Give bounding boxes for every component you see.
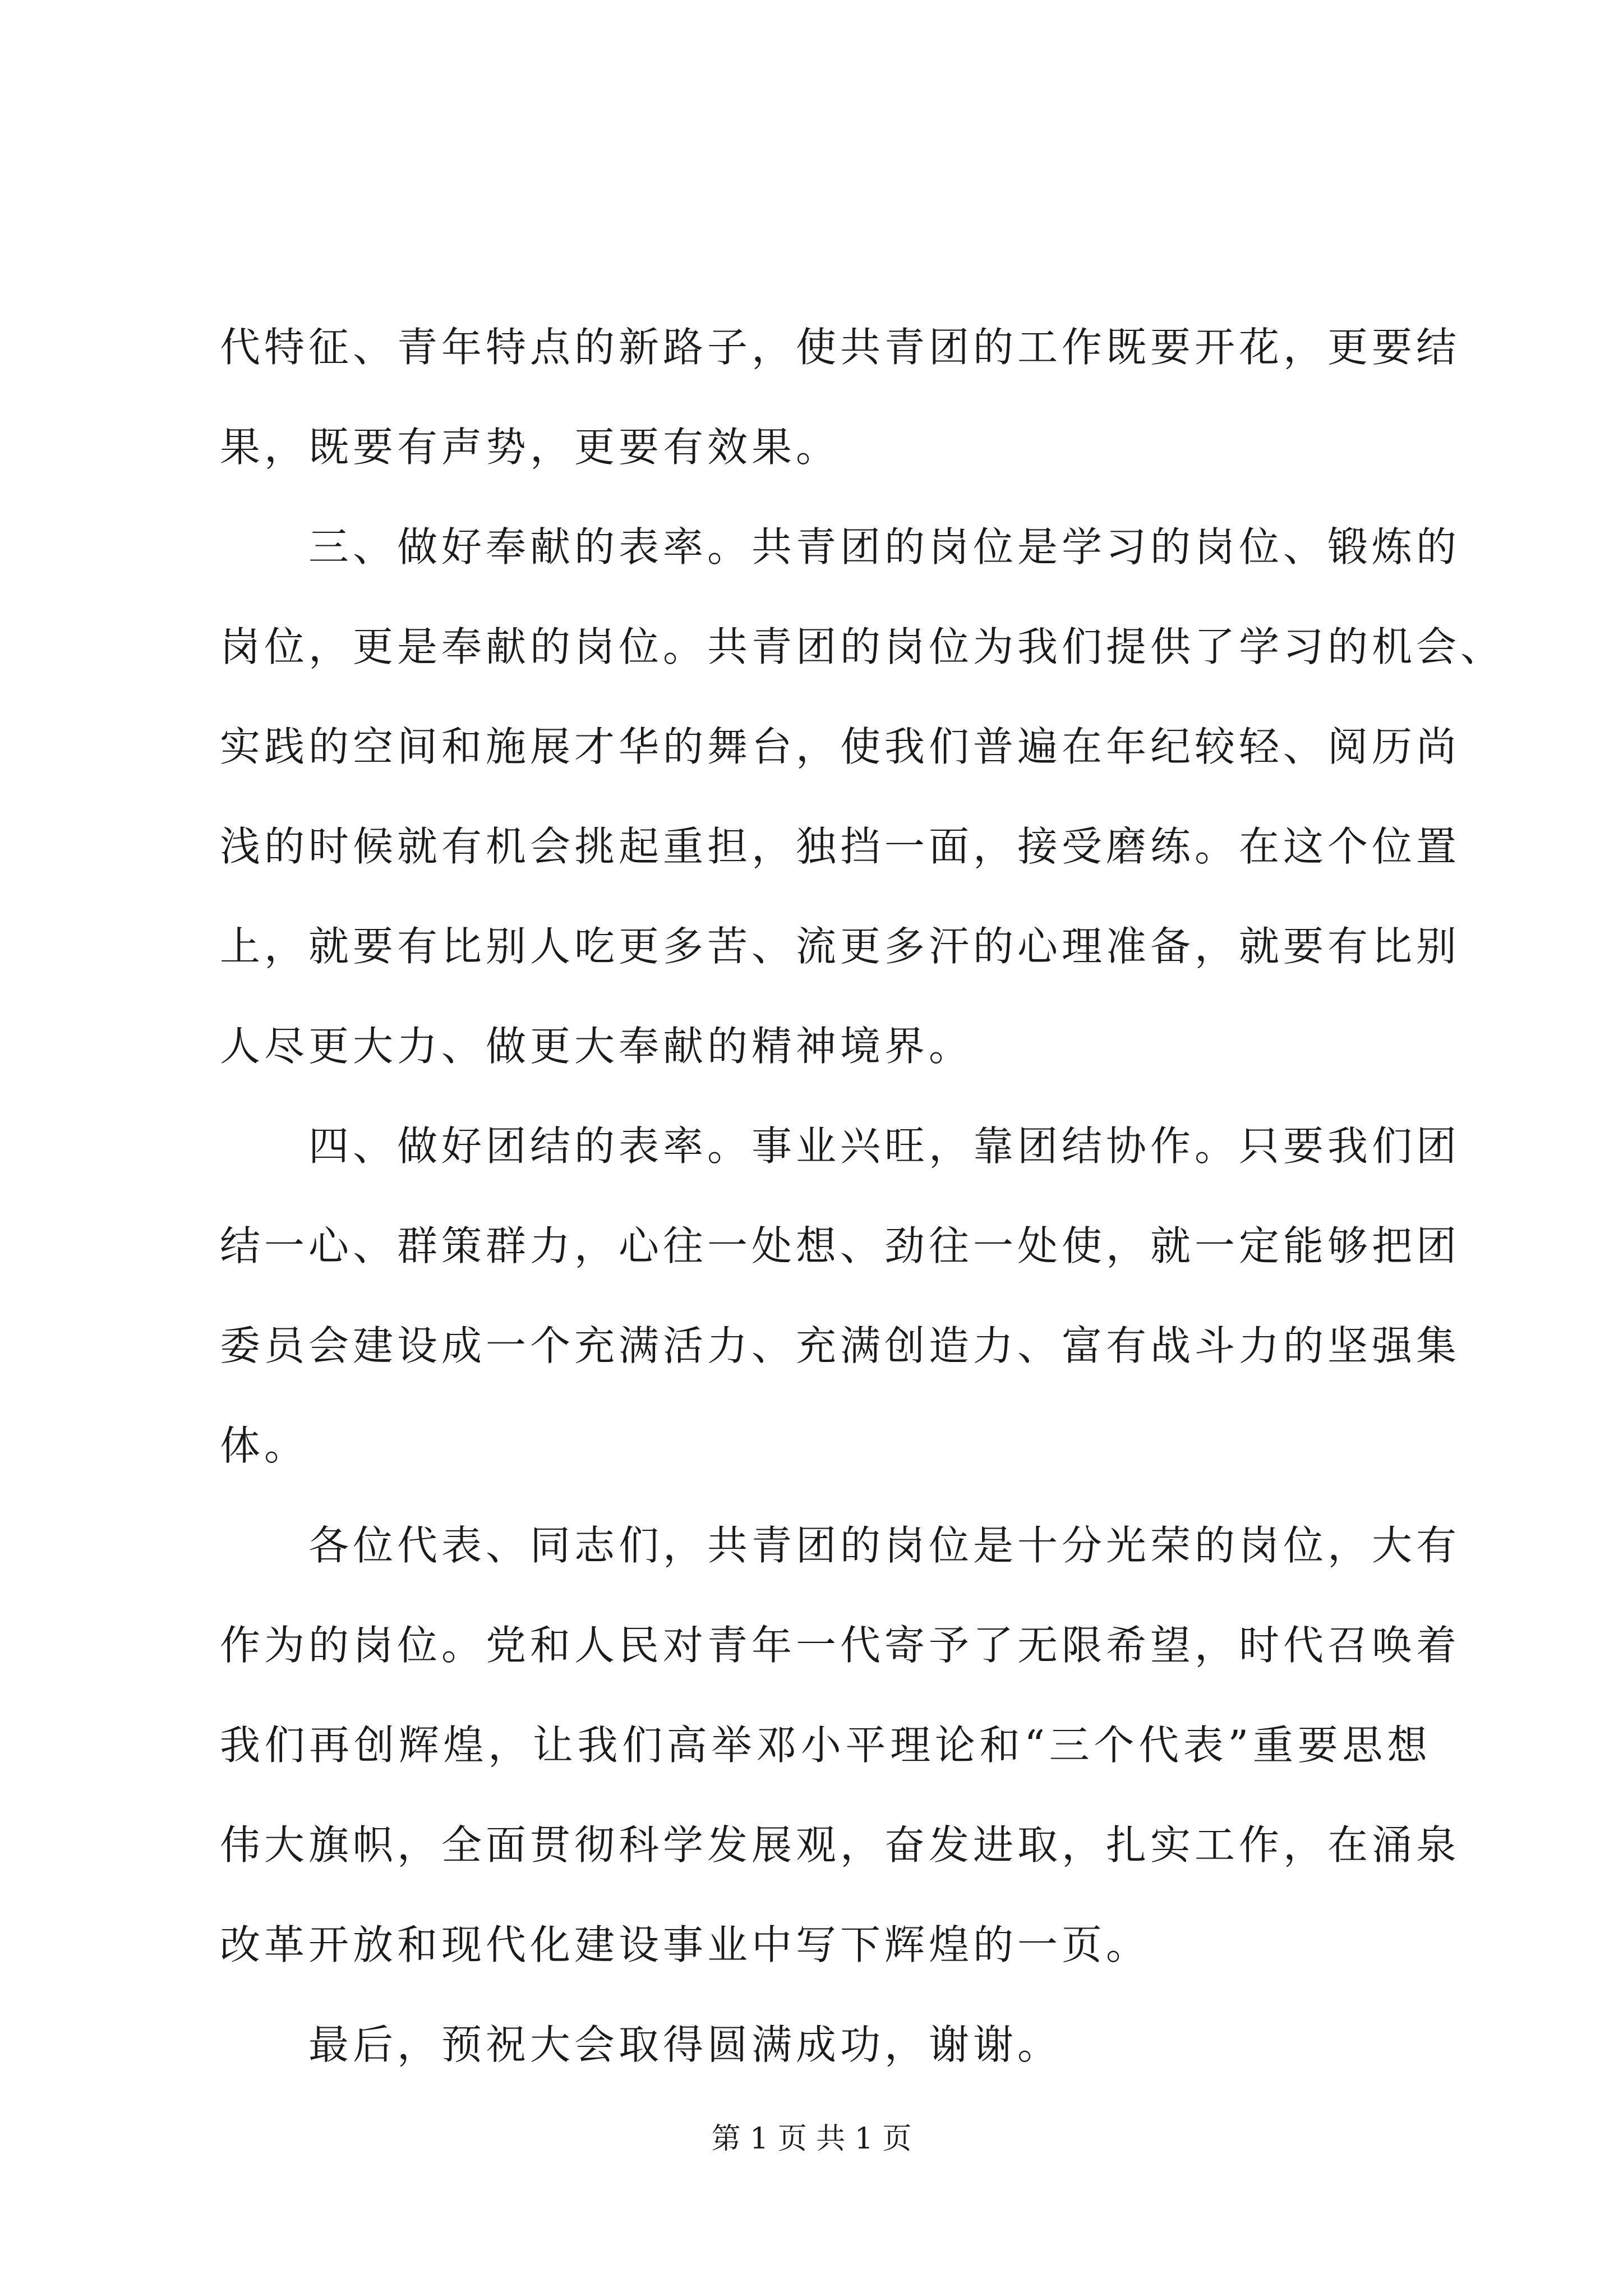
text-line: 伟大旗帜，全面贯彻科学发展观，奋发进取，扎实工作，在涌泉 xyxy=(220,1821,1461,1869)
text-line: 委员会建设成一个充满活力、充满创造力、富有战斗力的坚强集 xyxy=(220,1322,1461,1369)
text-line: 各位代表、同志们，共青团的岗位是十分光荣的岗位，大有 xyxy=(308,1522,1461,1569)
text-line: 作为的岗位。党和人民对青年一代寄予了无限希望，时代召唤着 xyxy=(220,1622,1461,1669)
text-line: 上，就要有比别人吃更多苦、流更多汗的心理准备，就要有比别 xyxy=(220,923,1461,970)
text-line: 代特征、青年特点的新路子，使共青团的工作既要开花，更要结 xyxy=(220,324,1461,371)
text-line: 体。 xyxy=(220,1422,309,1469)
page-footer: 第 1 页 共 1 页 xyxy=(711,2122,912,2156)
text-line: 实践的空间和施展才华的舞台，使我们普遍在年纪较轻、阅历尚 xyxy=(220,723,1461,770)
text-line: 改革开放和现代化建设事业中写下辉煌的一页。 xyxy=(220,1921,1151,1968)
text-line: 三、做好奉献的表率。共青团的岗位是学习的岗位、锻炼的 xyxy=(308,523,1461,570)
text-line: 人尽更大力、做更大奉献的精神境界。 xyxy=(220,1023,974,1070)
text-line: 我们再创辉煌，让我们高举邓小平理论和“三个代表”重要思想 xyxy=(220,1722,1431,1769)
text-line: 四、做好团结的表率。事业兴旺，靠团结协作。只要我们团 xyxy=(308,1122,1461,1170)
text-line: 果，既要有声势，更要有效果。 xyxy=(220,424,841,471)
text-line: 岗位，更是奉献的岗位。共青团的岗位为我们提供了学习的机会、 xyxy=(220,623,1505,670)
text-line: 结一心、群策群力，心往一处想、劲往一处使，就一定能够把团 xyxy=(220,1222,1461,1269)
text-line: 最后，预祝大会取得圆满成功，谢谢。 xyxy=(308,2021,1062,2068)
text-line: 浅的时候就有机会挑起重担，独挡一面，接受磨练。在这个位置 xyxy=(220,823,1461,870)
document-body xyxy=(220,297,1505,2095)
